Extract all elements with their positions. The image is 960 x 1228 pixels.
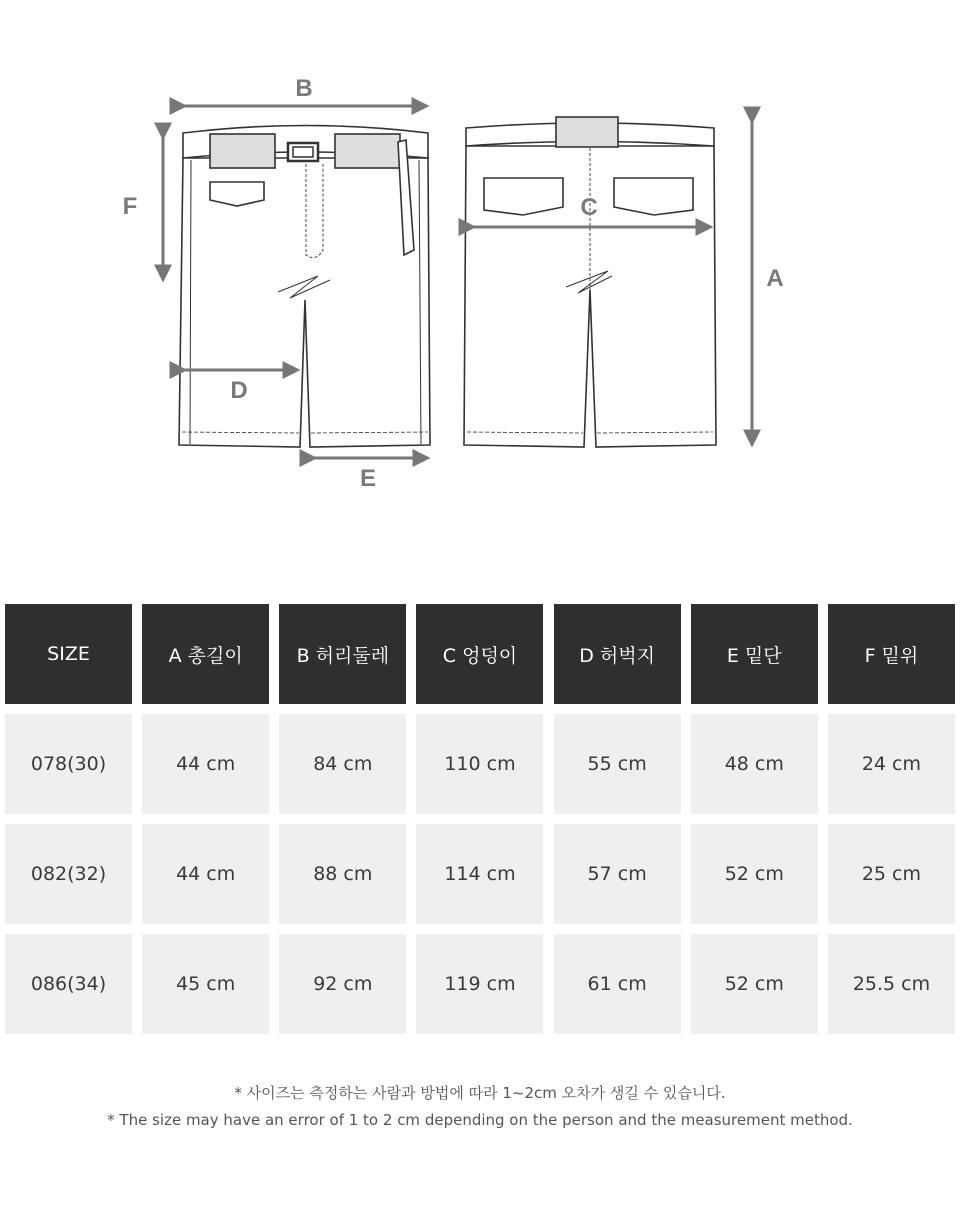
header-cell: F 밑위 (828, 604, 955, 704)
table-cell: 52 cm (691, 824, 818, 924)
header-cell: C 엉덩이 (416, 604, 543, 704)
header-cell: E 밑단 (691, 604, 818, 704)
table-row (5, 934, 955, 1034)
table-cell: 078(30) (5, 714, 132, 814)
shorts-front-view (179, 126, 430, 448)
note-korean: * 사이즈는 측정하는 사람과 방법에 따라 1~2cm 오차가 생길 수 있습니다. (234, 1084, 726, 1102)
table-header-row (5, 604, 955, 704)
table-cell: 84 cm (279, 714, 406, 814)
header-cell: D 허벅지 (554, 604, 681, 704)
table-cell: 24 cm (828, 714, 955, 814)
shorts-back-view (464, 117, 716, 447)
table-cell: 52 cm (691, 934, 818, 1034)
table-cell: 119 cm (416, 934, 543, 1034)
header-cell: B 허리둘레 (279, 604, 406, 704)
table-cell: 92 cm (279, 934, 406, 1034)
table-cell: 45 cm (142, 934, 269, 1034)
table-cell: 55 cm (554, 714, 681, 814)
label-d: D (230, 377, 248, 404)
label-b: B (295, 75, 313, 102)
note-english: * The size may have an error of 1 to 2 cm depending on the person and the measurement method. (107, 1111, 853, 1129)
label-c: C (580, 194, 598, 221)
table-cell: 25 cm (828, 824, 955, 924)
table-cell: 57 cm (554, 824, 681, 924)
label-f: F (122, 193, 138, 220)
table-cell: 61 cm (554, 934, 681, 1034)
table-cell: 48 cm (691, 714, 818, 814)
table-cell: 114 cm (416, 824, 543, 924)
header-cell: A 총길이 (142, 604, 269, 704)
table-cell: 44 cm (142, 714, 269, 814)
size-table (5, 604, 955, 1044)
table-row (5, 714, 955, 814)
table-cell: 110 cm (416, 714, 543, 814)
table-cell: 086(34) (5, 934, 132, 1034)
label-e: E (359, 465, 377, 492)
shorts-measurement-diagram (0, 0, 960, 520)
table-cell: 88 cm (279, 824, 406, 924)
header-cell: SIZE (5, 604, 132, 704)
label-a: A (766, 265, 784, 292)
table-cell: 25.5 cm (828, 934, 955, 1034)
table-cell: 082(32) (5, 824, 132, 924)
measurement-notes (0, 1080, 960, 1134)
table-cell: 44 cm (142, 824, 269, 924)
table-row (5, 824, 955, 924)
